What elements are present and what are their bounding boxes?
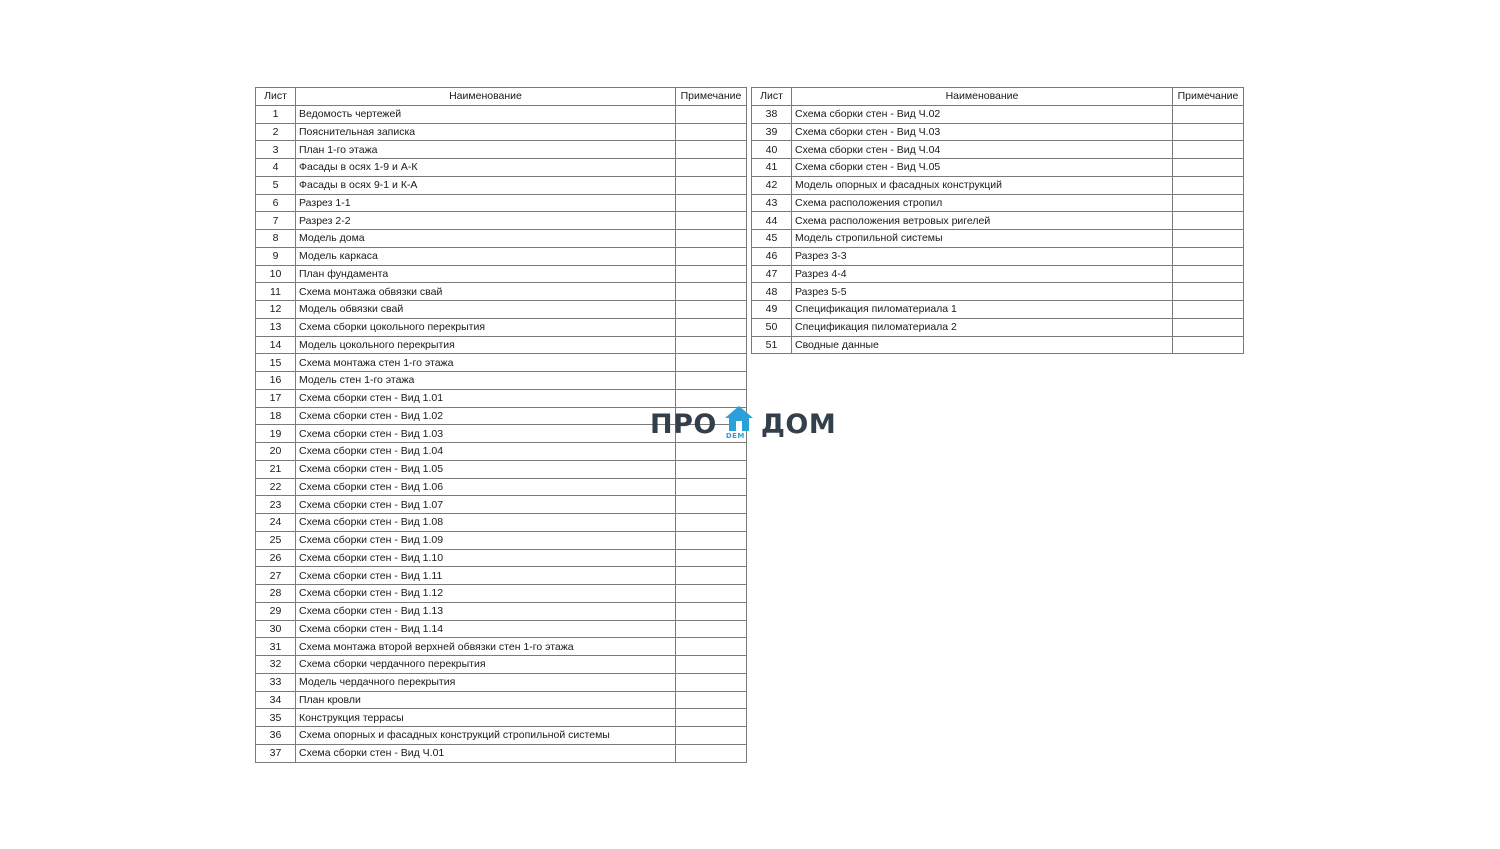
sheet-note-cell [1173,194,1244,212]
table-row [256,496,747,514]
sheet-number-cell: 11 [256,283,296,301]
sheet-number-cell: 51 [752,336,792,354]
sheet-note-cell [676,230,747,248]
sheet-number-cell: 15 [256,354,296,372]
sheet-number-cell: 28 [256,585,296,603]
sheet-name-cell: Схема сборки стен - Вид 1.02 [296,407,676,425]
sheet-note-cell [676,691,747,709]
sheet-number-cell: 36 [256,727,296,745]
sheet-number-cell: 34 [256,691,296,709]
table-row [256,638,747,656]
sheet-name-cell: Схема сборки стен - Вид 1.08 [296,514,676,532]
sheet-number-cell: 13 [256,318,296,336]
sheet-note-cell [676,460,747,478]
sheet-note-cell [676,247,747,265]
sheet-name-cell: Схема сборки стен - Вид Ч.04 [792,141,1173,159]
table-row [752,247,1244,265]
header-note: Примечание [1173,88,1244,106]
sheet-name-cell: Схема сборки стен - Вид 1.01 [296,389,676,407]
table-row [256,301,747,319]
sheet-note-cell [676,318,747,336]
sheet-note-cell [1173,318,1244,336]
table-body-right [752,105,1244,354]
sheet-number-cell: 38 [752,105,792,123]
table-row [256,656,747,674]
sheet-name-cell: Схема сборки стен - Вид 1.10 [296,549,676,567]
sheet-name-cell: Фасады в осях 1-9 и А-К [296,159,676,177]
sheet-note-cell [1173,123,1244,141]
sheet-note-cell [676,283,747,301]
sheet-name-cell: Схема сборки стен - Вид 1.09 [296,531,676,549]
sheet-number-cell: 39 [752,123,792,141]
sheet-note-cell [676,602,747,620]
sheet-note-cell [676,744,747,762]
sheet-number-cell: 20 [256,443,296,461]
sheet-number-cell: 43 [752,194,792,212]
sheet-name-cell: План фундамента [296,265,676,283]
header-note: Примечание [676,88,747,106]
sheet-note-cell [676,496,747,514]
table-row [256,141,747,159]
table-row [752,212,1244,230]
watermark-logo [650,404,836,444]
sheet-name-cell: План 1-го этажа [296,141,676,159]
sheet-name-cell: Схема сборки стен - Вид 1.05 [296,460,676,478]
table-header-row [256,88,747,106]
sheet-name-cell: Схема опорных и фасадных конструкций стропильной системы [296,727,676,745]
sheet-number-cell: 2 [256,123,296,141]
sheet-name-cell: Схема сборки чердачного перекрытия [296,656,676,674]
sheet-name-cell: Модель опорных и фасадных конструкций [792,176,1173,194]
sheet-number-cell: 42 [752,176,792,194]
sheet-note-cell [676,354,747,372]
sheet-note-cell [676,443,747,461]
sheet-name-cell: Разрез 2-2 [296,212,676,230]
sheet-name-cell: Модель обвязки свай [296,301,676,319]
sheet-number-cell: 4 [256,159,296,177]
sheet-name-cell: Конструкция террасы [296,709,676,727]
sheet-name-cell: Схема сборки стен - Вид 1.04 [296,443,676,461]
table-row [256,514,747,532]
table-row [752,283,1244,301]
house-icon [723,404,755,444]
sheet-name-cell: Схема сборки стен - Вид 1.14 [296,620,676,638]
header-sheet: Лист [752,88,792,106]
sheet-number-cell: 22 [256,478,296,496]
sheet-number-cell: 24 [256,514,296,532]
table-row [752,230,1244,248]
sheet-note-cell [676,159,747,177]
sheet-name-cell: Разрез 4-4 [792,265,1173,283]
sheet-name-cell: Схема сборки стен - Вид Ч.03 [792,123,1173,141]
sheet-number-cell: 19 [256,425,296,443]
sheet-number-cell: 33 [256,673,296,691]
sheet-note-cell [676,105,747,123]
sheet-number-cell: 47 [752,265,792,283]
sheet-note-cell [676,301,747,319]
sheet-note-cell [676,478,747,496]
sheet-name-cell: Схема расположения стропил [792,194,1173,212]
sheet-name-cell: Модель стропильной системы [792,230,1173,248]
table-row [256,283,747,301]
sheet-name-cell: Модель цокольного перекрытия [296,336,676,354]
sheet-number-cell: 46 [752,247,792,265]
header-name: Наименование [792,88,1173,106]
sheet-name-cell: Спецификация пиломатериала 2 [792,318,1173,336]
sheet-number-cell: 16 [256,372,296,390]
sheet-number-cell: 41 [752,159,792,177]
table-row [752,318,1244,336]
sheet-name-cell: Схема сборки стен - Вид 1.13 [296,602,676,620]
sheet-number-cell: 35 [256,709,296,727]
table-row [256,673,747,691]
sheet-note-cell [1173,176,1244,194]
sheet-note-cell [1173,141,1244,159]
sheet-number-cell: 6 [256,194,296,212]
sheet-number-cell: 27 [256,567,296,585]
sheet-name-cell: Разрез 5-5 [792,283,1173,301]
sheet-number-cell: 3 [256,141,296,159]
table-row [256,176,747,194]
sheet-name-cell: Пояснительная записка [296,123,676,141]
sheet-note-cell [676,549,747,567]
table-row [256,318,747,336]
table-row [256,336,747,354]
sheet-name-cell: План кровли [296,691,676,709]
logo-subtext: DEM [725,432,745,440]
sheet-note-cell [676,656,747,674]
table-row [256,709,747,727]
sheet-note-cell [1173,159,1244,177]
sheet-name-cell: Ведомость чертежей [296,105,676,123]
table-row [256,531,747,549]
table-row [256,727,747,745]
sheet-note-cell [676,194,747,212]
logo-text-left: ПРО [650,408,717,440]
sheet-name-cell: Фасады в осях 9-1 и К-А [296,176,676,194]
table-row [752,301,1244,319]
table-row [256,620,747,638]
table-row [752,105,1244,123]
sheet-note-cell [676,372,747,390]
table-header-row [752,88,1244,106]
sheet-name-cell: Схема монтажа обвязки свай [296,283,676,301]
sheet-note-cell [676,567,747,585]
table-row [256,585,747,603]
drawing-list-table-right [751,87,1244,354]
sheet-name-cell: Схема сборки стен - Вид 1.11 [296,567,676,585]
sheet-number-cell: 26 [256,549,296,567]
table-row [752,176,1244,194]
sheet-name-cell: Модель каркаса [296,247,676,265]
table-row [256,478,747,496]
sheet-note-cell [676,336,747,354]
table-row [256,443,747,461]
sheet-number-cell: 44 [752,212,792,230]
table-row [752,141,1244,159]
sheet-number-cell: 37 [256,744,296,762]
header-sheet: Лист [256,88,296,106]
table-row [752,159,1244,177]
sheet-name-cell: Схема сборки стен - Вид 1.12 [296,585,676,603]
sheet-number-cell: 17 [256,389,296,407]
sheet-note-cell [676,265,747,283]
sheet-number-cell: 25 [256,531,296,549]
sheet-number-cell: 5 [256,176,296,194]
sheet-note-cell [1173,105,1244,123]
sheet-note-cell [1173,283,1244,301]
sheet-name-cell: Схема сборки стен - Вид 1.03 [296,425,676,443]
table-row [256,691,747,709]
sheet-name-cell: Модель дома [296,230,676,248]
sheet-number-cell: 1 [256,105,296,123]
sheet-note-cell [676,123,747,141]
table-row [256,354,747,372]
sheet-number-cell: 10 [256,265,296,283]
sheet-number-cell: 29 [256,602,296,620]
sheet-name-cell: Схема монтажа стен 1-го этажа [296,354,676,372]
sheet-name-cell: Модель чердачного перекрытия [296,673,676,691]
sheet-note-cell [676,141,747,159]
table-row [256,567,747,585]
table-row [256,105,747,123]
sheet-name-cell: Сводные данные [792,336,1173,354]
sheet-number-cell: 50 [752,318,792,336]
sheet-number-cell: 9 [256,247,296,265]
table-row [256,265,747,283]
sheet-note-cell [1173,301,1244,319]
table-row [256,460,747,478]
sheet-note-cell [676,709,747,727]
sheet-note-cell [676,176,747,194]
table-row [256,123,747,141]
sheet-note-cell [1173,265,1244,283]
sheet-name-cell: Схема сборки стен - Вид Ч.02 [792,105,1173,123]
sheet-number-cell: 30 [256,620,296,638]
sheet-note-cell [676,620,747,638]
sheet-name-cell: Разрез 3-3 [792,247,1173,265]
sheet-note-cell [1173,336,1244,354]
sheet-number-cell: 49 [752,301,792,319]
sheet-number-cell: 48 [752,283,792,301]
sheet-number-cell: 18 [256,407,296,425]
sheet-number-cell: 23 [256,496,296,514]
table-row [256,230,747,248]
sheet-number-cell: 14 [256,336,296,354]
sheet-number-cell: 7 [256,212,296,230]
sheet-name-cell: Схема сборки стен - Вид Ч.05 [792,159,1173,177]
sheet-number-cell: 31 [256,638,296,656]
table-row [752,265,1244,283]
sheet-number-cell: 12 [256,301,296,319]
sheet-name-cell: Спецификация пиломатериала 1 [792,301,1173,319]
sheet-name-cell: Схема сборки стен - Вид 1.06 [296,478,676,496]
sheet-note-cell [1173,212,1244,230]
sheet-number-cell: 40 [752,141,792,159]
table-row [256,744,747,762]
sheet-note-cell [1173,247,1244,265]
sheet-note-cell [676,212,747,230]
sheet-number-cell: 21 [256,460,296,478]
sheet-name-cell: Схема сборки цокольного перекрытия [296,318,676,336]
table-row [256,549,747,567]
sheet-name-cell: Модель стен 1-го этажа [296,372,676,390]
table-row [256,602,747,620]
table-row [256,372,747,390]
sheet-note-cell [676,514,747,532]
sheet-note-cell [1173,230,1244,248]
sheet-number-cell: 8 [256,230,296,248]
sheet-name-cell: Схема монтажа второй верхней обвязки стен 1-го этажа [296,638,676,656]
table-row [256,212,747,230]
table-row [256,194,747,212]
sheet-name-cell: Схема расположения ветровых ригелей [792,212,1173,230]
sheet-note-cell [676,531,747,549]
sheet-note-cell [676,727,747,745]
sheet-name-cell: Схема сборки стен - Вид 1.07 [296,496,676,514]
table-row [752,194,1244,212]
logo-text-right: ДОМ [760,408,837,440]
sheet-number-cell: 45 [752,230,792,248]
sheet-note-cell [676,585,747,603]
table-row [752,336,1244,354]
table-row [256,247,747,265]
sheet-name-cell: Разрез 1-1 [296,194,676,212]
sheet-number-cell: 32 [256,656,296,674]
header-name: Наименование [296,88,676,106]
table-row [256,159,747,177]
sheet-note-cell [676,638,747,656]
sheet-name-cell: Схема сборки стен - Вид Ч.01 [296,744,676,762]
sheet-note-cell [676,673,747,691]
table-row [752,123,1244,141]
